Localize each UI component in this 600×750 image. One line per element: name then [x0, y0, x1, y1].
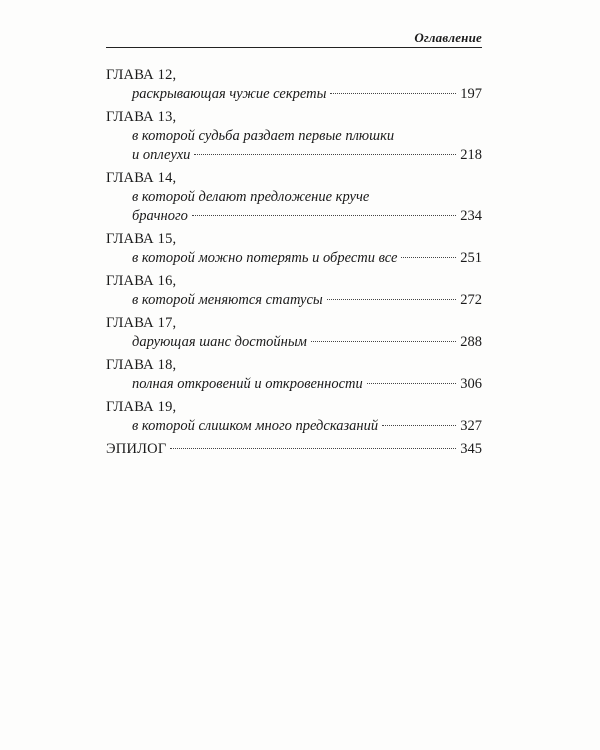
- chapter-label: ГЛАВА 12,: [106, 67, 177, 83]
- toc-entry-chapter-16[interactable]: [106, 272, 482, 310]
- toc-entry-chapter-18[interactable]: [106, 356, 482, 394]
- chapter-title: в которой меняются статусы: [132, 292, 323, 308]
- header-rule: [106, 47, 482, 48]
- dot-leader: [194, 154, 456, 155]
- toc-entry-last-line: [106, 417, 482, 436]
- page-number: 345: [460, 441, 482, 457]
- page-number: 251: [460, 250, 482, 266]
- chapter-title-line: в которой судьба раздает первые плюшки: [132, 128, 395, 144]
- toc-entry-chapter-17[interactable]: [106, 314, 482, 352]
- chapter-title-line: в которой делают предложение круче: [132, 189, 370, 205]
- chapter-title: и оплеухи: [132, 147, 191, 163]
- chapter-title: дарующая шанс достойным: [132, 334, 307, 350]
- toc-entry-last-line: [106, 146, 482, 165]
- chapter-label: ГЛАВА 14,: [106, 170, 177, 186]
- toc-entry-last-line: [106, 207, 482, 226]
- toc-entry-last-line: [106, 85, 482, 104]
- toc-entry-last-line: [106, 291, 482, 310]
- chapter-title: раскрывающая чужие секреты: [132, 86, 327, 102]
- toc-entry-chapter-13[interactable]: [106, 108, 482, 165]
- dot-leader: [382, 425, 456, 426]
- dot-leader: [367, 383, 457, 384]
- toc-entry-last-line: [106, 333, 482, 352]
- page-number: 218: [460, 147, 482, 163]
- page-number: 197: [460, 86, 482, 102]
- toc-entry-chapter-12[interactable]: [106, 66, 482, 104]
- dot-leader: [330, 93, 456, 94]
- chapter-label: ГЛАВА 16,: [106, 273, 177, 289]
- chapter-title: полная откровений и откровенности: [132, 376, 363, 392]
- chapter-title: брачного: [132, 208, 188, 224]
- dot-leader: [311, 341, 456, 342]
- toc-entry-epilogue[interactable]: [106, 440, 482, 459]
- page-number: 272: [460, 292, 482, 308]
- chapter-title: в которой можно потерять и обрести все: [132, 250, 398, 266]
- dot-leader: [401, 257, 456, 258]
- toc-entry-chapter-14[interactable]: [106, 169, 482, 226]
- dot-leader: [170, 448, 456, 449]
- chapter-label: ГЛАВА 15,: [106, 231, 177, 247]
- chapter-label: ГЛАВА 13,: [106, 109, 177, 125]
- toc-entry-chapter-19[interactable]: [106, 398, 482, 436]
- chapter-label: ГЛАВА 19,: [106, 399, 177, 415]
- running-title: Оглавление: [414, 30, 482, 45]
- page-number: 327: [460, 418, 482, 434]
- table-of-contents: [106, 66, 482, 463]
- chapter-label: ГЛАВА 18,: [106, 357, 177, 373]
- page-number: 288: [460, 334, 482, 350]
- epilogue-label: ЭПИЛОГ: [106, 441, 167, 457]
- dot-leader: [192, 215, 456, 216]
- page-number: 306: [460, 376, 482, 392]
- chapter-label: ГЛАВА 17,: [106, 315, 177, 331]
- page-number: 234: [460, 208, 482, 224]
- dot-leader: [327, 299, 456, 300]
- toc-entry-last-line: [106, 375, 482, 394]
- chapter-title: в которой слишком много предсказаний: [132, 418, 379, 434]
- toc-entry-last-line: [106, 249, 482, 268]
- toc-entry-chapter-15[interactable]: [106, 230, 482, 268]
- toc-entry-last-line: [106, 440, 482, 459]
